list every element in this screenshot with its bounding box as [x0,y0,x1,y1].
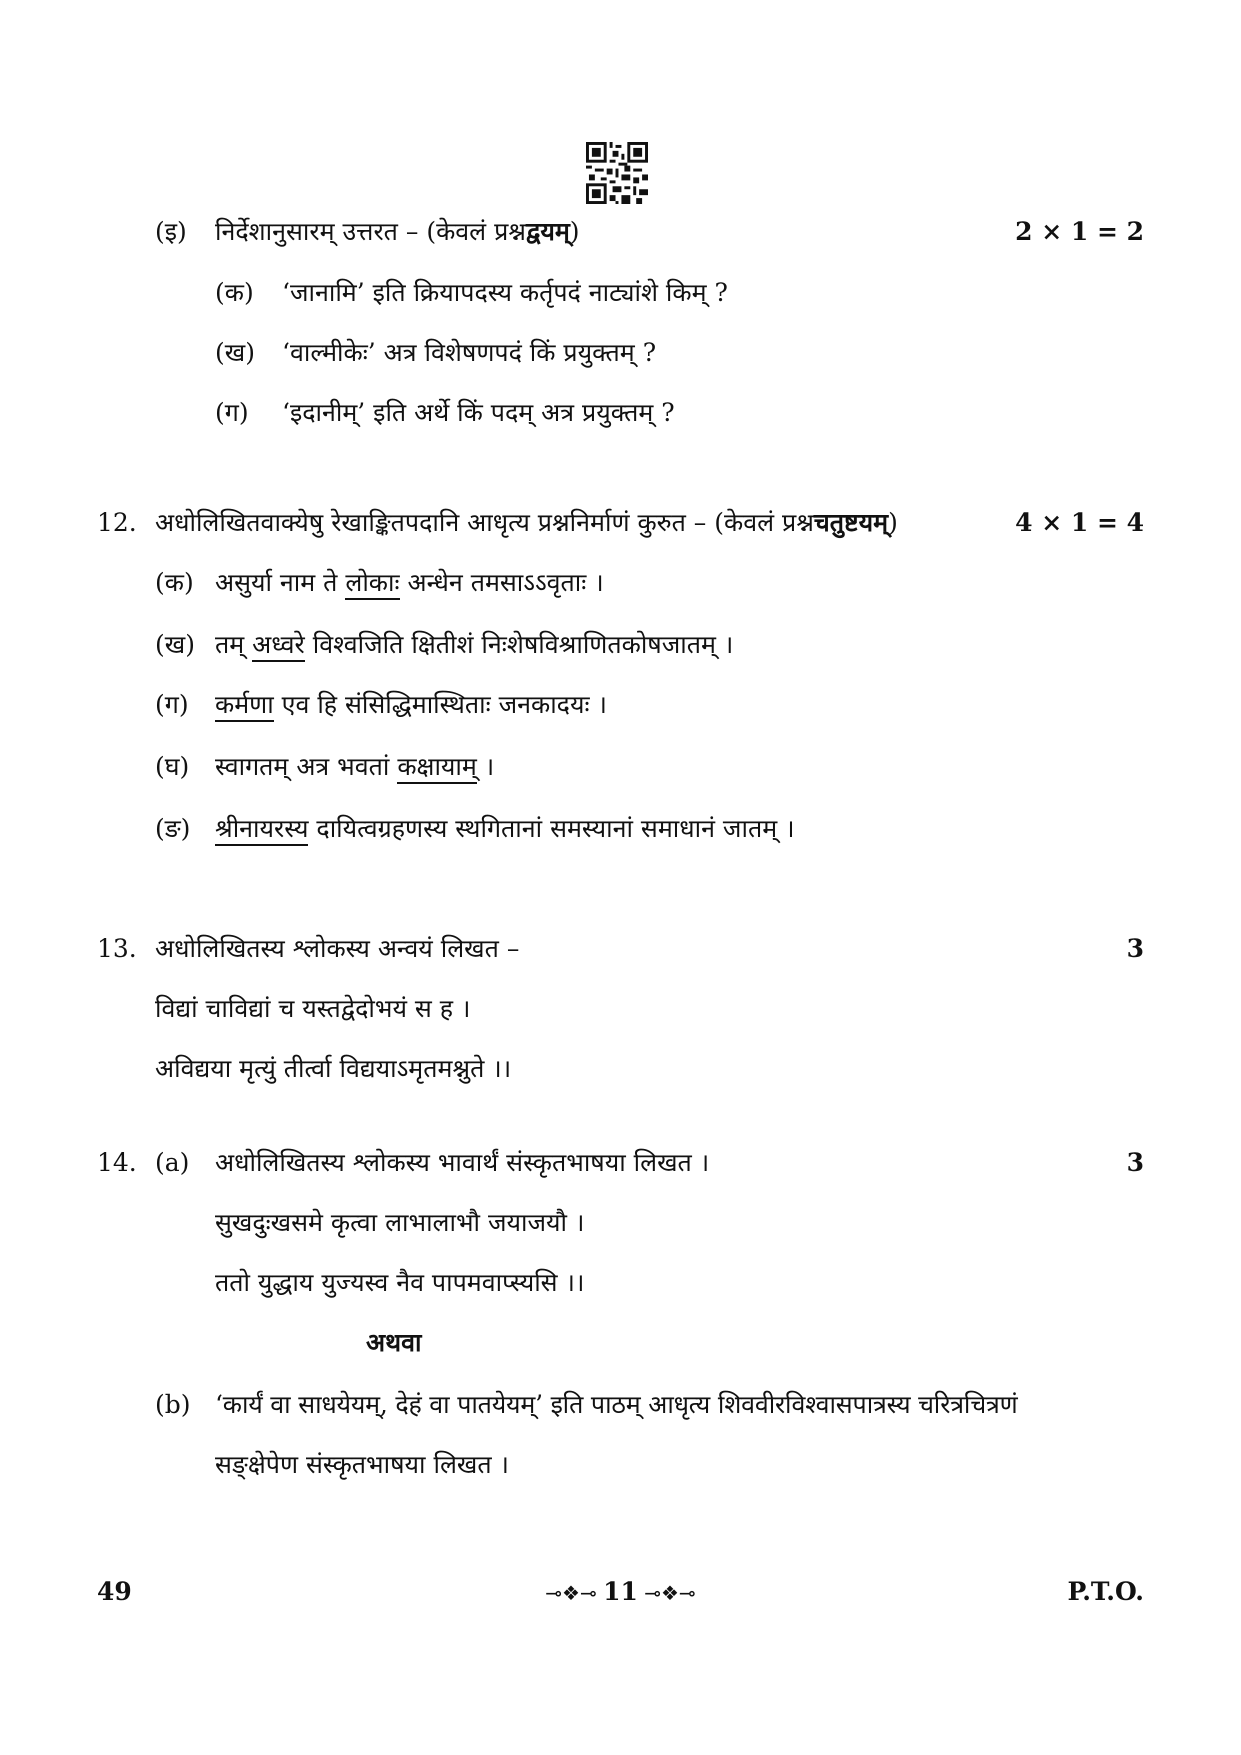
q12-marks: 4 × 1 = 4 [1015,508,1144,537]
q14-number: 14. [97,1148,137,1177]
qr-code-icon [586,142,648,204]
q11e-item-text: ‘जानामि’ इति क्रियापदस्य कर्तृपदं नाट्यांशे किम् ? [282,278,728,307]
q11e-item-text: ‘इदानीम्’ इति अर्थे किं पदम् अत्र प्रयुक्तम् ? [282,398,675,427]
q12-item-label: (ख) [155,630,195,659]
q12-item-label: (ग) [155,690,189,719]
q11e-item-label: (ख) [215,338,255,367]
q11e-item-label: (क) [215,278,254,307]
q11e-item-label: (ग) [215,398,249,427]
underlined-word: कक्षायाम् [397,752,477,784]
q14a-verse-line-1: सुखदुःखसमे कृत्वा लाभालाभौ जयाजयौ । [215,1208,585,1237]
q14a-instruction: अधोलिखितस्य श्लोकस्य भावार्थं संस्कृतभाषया लिखत । [215,1148,710,1177]
q14b-label: (b) [155,1390,191,1419]
q12-item-label: (क) [155,568,194,597]
underlined-word: अध्वरे [252,630,305,662]
q12-item-text: असुर्या नाम ते लोकाः अन्धेन तमसाऽऽवृताः । [215,568,604,598]
q13-number: 13. [97,934,137,963]
q12-item-text: श्रीनायरस्य दायित्वग्रहणस्य स्थगितानां समस्यानां समाधानं जातम् । [215,814,795,844]
q12-instruction: अधोलिखितवाक्येषु रेखाङ्कितपदानि आधृत्य प्रश्ननिर्माणं कुरुत – (केवलं प्रश्नचतुष्टयम्) [155,508,898,537]
ornament-icon: ⊸❖⊸ [637,1581,696,1605]
underlined-word: लोकाः [345,568,399,600]
q11e-marks: 2 × 1 = 2 [1015,217,1144,246]
q14-marks: 3 [1126,1148,1144,1177]
pto-label: P.T.O. [1067,1577,1144,1606]
q12-item-label: (ङ) [155,814,191,843]
q13-verse-line-2: अविद्यया मृत्युं तीर्त्वा विद्ययाऽमृतमश्नुते ।। [155,1054,512,1083]
q13-marks: 3 [1126,934,1144,963]
q11e-item-text: ‘वाल्मीकेः’ अत्र विशेषणपदं किं प्रयुक्तम् ? [282,338,657,367]
q11e-label: (इ) [155,217,187,246]
ornament-icon: ⊸❖⊸ [545,1581,604,1605]
q14b-line-2: सङ्क्षेपेण संस्कृतभाषया लिखत । [215,1450,510,1479]
underlined-word: श्रीनायरस्य [215,814,308,846]
q12-item-text: स्वागतम् अत्र भवतां कक्षायाम् । [215,752,494,782]
paper-code: 49 [97,1577,132,1606]
q13-verse-line-1: विद्यां चाविद्यां च यस्तद्वेदोभयं स ह । [155,994,471,1023]
q12-item-text: तम् अध्वरे विश्वजिति क्षितीशं निःशेषविश्राणितकोषजातम् । [215,630,733,660]
page-number: ⊸❖⊸ 11 ⊸❖⊸ [545,1577,696,1606]
q14b-line-1: ‘कार्यं वा साधयेयम्, देहं वा पातयेयम्’ इति पाठम् आधृत्य शिववीरविश्वासपात्रस्य चरित्रचित्रणं [215,1390,1018,1419]
underlined-word: कर्मणा [215,690,274,722]
q12-number: 12. [97,508,137,537]
q14a-verse-line-2: ततो युद्धाय युज्यस्व नैव पापमवाप्स्यसि ।। [215,1268,585,1297]
q12-item-label: (घ) [155,752,190,781]
q13-instruction: अधोलिखितस्य श्लोकस्य अन्वयं लिखत – [155,934,520,963]
or-separator: अथवा [366,1328,422,1357]
q12-item-text: कर्मणा एव हि संसिद्धिमास्थिताः जनकादयः । [215,690,607,720]
q14a-label: (a) [155,1148,190,1177]
q11e-instruction: निर्देशानुसारम् उत्तरत – (केवलं प्रश्नद्वयम्) [215,217,580,246]
